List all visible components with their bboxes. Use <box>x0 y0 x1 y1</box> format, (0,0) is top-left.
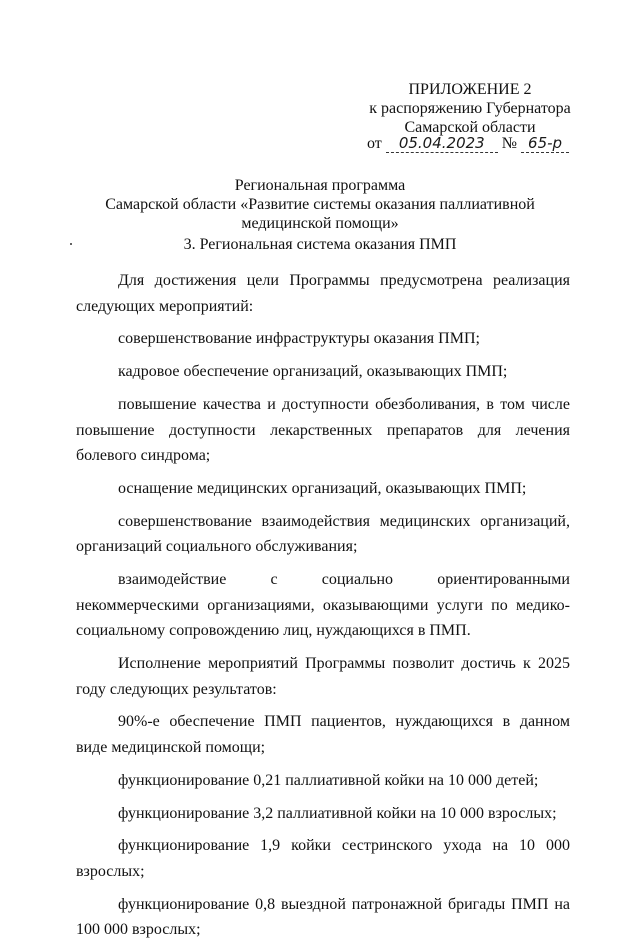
paragraph: Исполнение мероприятий Программы позволит достичь к 2025 году следующих результатов: <box>76 655 570 698</box>
paragraph: 90%-е обеспечение ПМП пациентов, нуждающихся в данном виде медицинской помощи; <box>76 713 570 756</box>
number-sign: № <box>501 135 518 152</box>
paragraph: взаимодействие с социально ориентированными некоммерческими организациями, оказывающими услуги по медико-социальному сопровождению лиц, нуждающихся в ПМП. <box>76 571 570 640</box>
date-prefix: от <box>367 135 382 152</box>
program-title-line-3: медицинской помощи» <box>241 215 399 232</box>
handwritten-number: 65-р <box>521 134 569 153</box>
document-body <box>76 268 570 943</box>
paragraph: функционирование 0,21 паллиативной койки на 10 000 детей; <box>118 771 539 789</box>
appendix-region: Самарской области <box>404 119 536 136</box>
paragraph: совершенствование взаимодействия медицинских организаций, организаций социального обслуживания; <box>76 512 570 556</box>
paragraph: функционирование 3,2 паллиативной койки на 10 000 взрослых; <box>118 804 557 822</box>
paragraph: повышение качества и доступности обезболивания, в том числе повышение доступности лекарственных препаратов для лечения болевого синдрома; <box>76 395 570 465</box>
program-title <box>60 176 580 233</box>
paragraph: Для достижения цели Программы предусмотрена реализация следующих мероприятий: <box>76 272 570 315</box>
paragraph: совершенствование инфраструктуры оказания ПМП; <box>118 330 480 348</box>
appendix-title: ПРИЛОЖЕНИЕ 2 <box>408 81 532 98</box>
section-heading: 3. Региональная система оказания ПМП <box>183 236 457 253</box>
program-title-line-1: Региональная программа <box>234 177 406 194</box>
program-title-line-2: Самарской области «Развитие системы оказания паллиативной <box>105 196 535 213</box>
paragraph: функционирование 0,8 выездной патронажной бригады ПМП на 100 000 взрослых; <box>76 895 570 939</box>
paragraph: функционирование 1,9 койки сестринского ухода на 10 000 взрослых; <box>76 837 570 880</box>
date-number-line <box>367 134 607 153</box>
paragraph: кадровое обеспечение организаций, оказывающих ПМП; <box>118 363 508 381</box>
appendix-order-ref: к распоряжению Губернатора <box>369 100 571 117</box>
paragraph: оснащение медицинских организаций, оказывающих ПМП; <box>118 479 527 497</box>
handwritten-date: 05.04.2023 <box>386 134 498 153</box>
appendix-block <box>330 80 610 137</box>
